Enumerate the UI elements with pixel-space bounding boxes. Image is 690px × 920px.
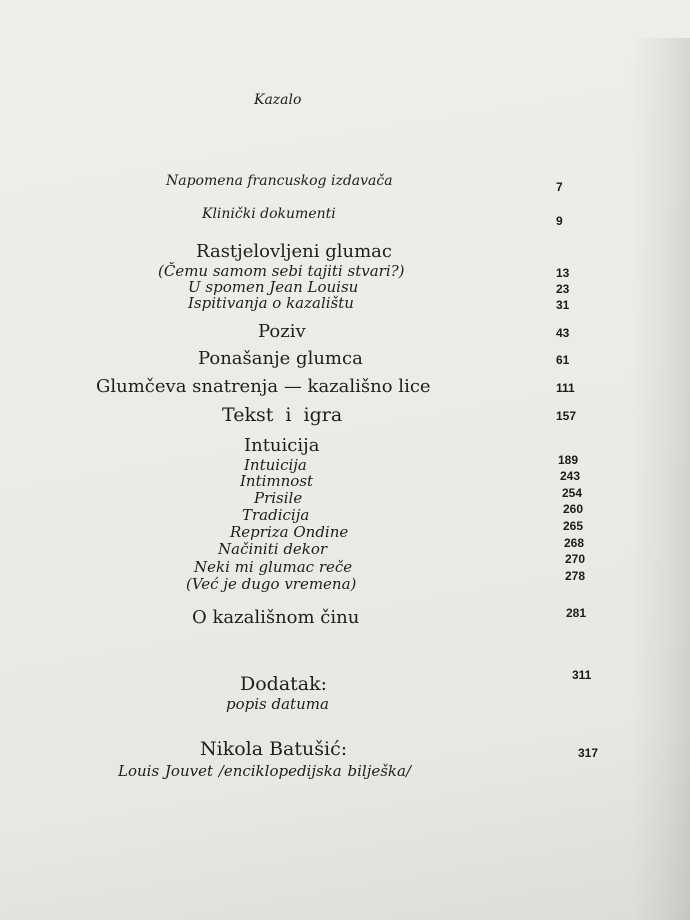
toc-page-number: 260 — [563, 502, 584, 516]
toc-section-heading: Rastjelovljeni glumac — [196, 241, 392, 262]
toc-entry-title: Ispitivanja o kazalištu — [188, 294, 354, 312]
toc-page-number: 278 — [565, 569, 586, 583]
toc-entry-title: Tradicija — [242, 506, 310, 524]
toc-page-number: 254 — [562, 486, 583, 500]
toc-page-number: 157 — [556, 409, 577, 423]
toc-page-number: 111 — [556, 381, 575, 395]
toc-section-heading: Ponašanje glumca — [198, 348, 363, 369]
toc-section-heading: Dodatak: — [240, 673, 328, 695]
toc-page-number: 13 — [556, 266, 570, 280]
toc-section-heading: Tekst i igra — [222, 404, 343, 426]
toc-entry-title: Louis Jouvet /enciklopedijska bilješka/ — [118, 762, 412, 780]
toc-page-number: 268 — [564, 536, 585, 550]
toc-page-number: 189 — [558, 453, 579, 467]
toc-page-number: 43 — [556, 326, 570, 340]
toc-section-heading: Nikola Batušić: — [200, 738, 348, 760]
toc-page-number: 61 — [556, 353, 570, 367]
toc-entry-title: popis datuma — [226, 695, 329, 713]
page-title: Kazalo — [254, 92, 302, 108]
toc-entry-title: Načiniti dekor — [218, 540, 328, 558]
toc-page-number: 311 — [572, 668, 592, 682]
toc-section-heading: Intuicija — [244, 435, 320, 456]
toc-entry-title: (Već je dugo vremena) — [186, 575, 357, 593]
toc-entry-title: Intimnost — [240, 472, 314, 490]
toc-page-number: 265 — [563, 519, 584, 533]
toc-section-heading: Glumčeva snatrenja — kazališno lice — [96, 376, 431, 397]
toc-entry-title: Klinički dokumenti — [202, 206, 336, 222]
page-edge-shadow — [630, 38, 690, 920]
toc-section-heading: O kazališnom činu — [192, 607, 360, 628]
toc-entry-title: Intuicija — [244, 456, 307, 474]
toc-entry-title: (Čemu samom sebi tajiti stvari?) — [158, 262, 405, 280]
toc-entry-title: Repriza Ondine — [230, 523, 349, 541]
toc-page-number: 23 — [556, 282, 570, 296]
toc-entry-title: Neki mi glumac reče — [194, 558, 353, 576]
toc-page-number: 9 — [556, 214, 563, 228]
toc-entry-title: Prisile — [254, 489, 303, 507]
toc-entry-title: U spomen Jean Louisu — [188, 278, 359, 296]
toc-page-number: 243 — [560, 469, 581, 483]
toc-entry-title: Napomena francuskog izdavača — [166, 173, 393, 189]
toc-page-number: 31 — [556, 298, 570, 312]
toc-page-number: 270 — [565, 552, 586, 566]
toc-page-number: 317 — [578, 746, 599, 760]
toc-section-heading: Poziv — [258, 321, 306, 342]
toc-page-number: 281 — [566, 606, 587, 620]
toc-page-number: 7 — [556, 180, 563, 194]
